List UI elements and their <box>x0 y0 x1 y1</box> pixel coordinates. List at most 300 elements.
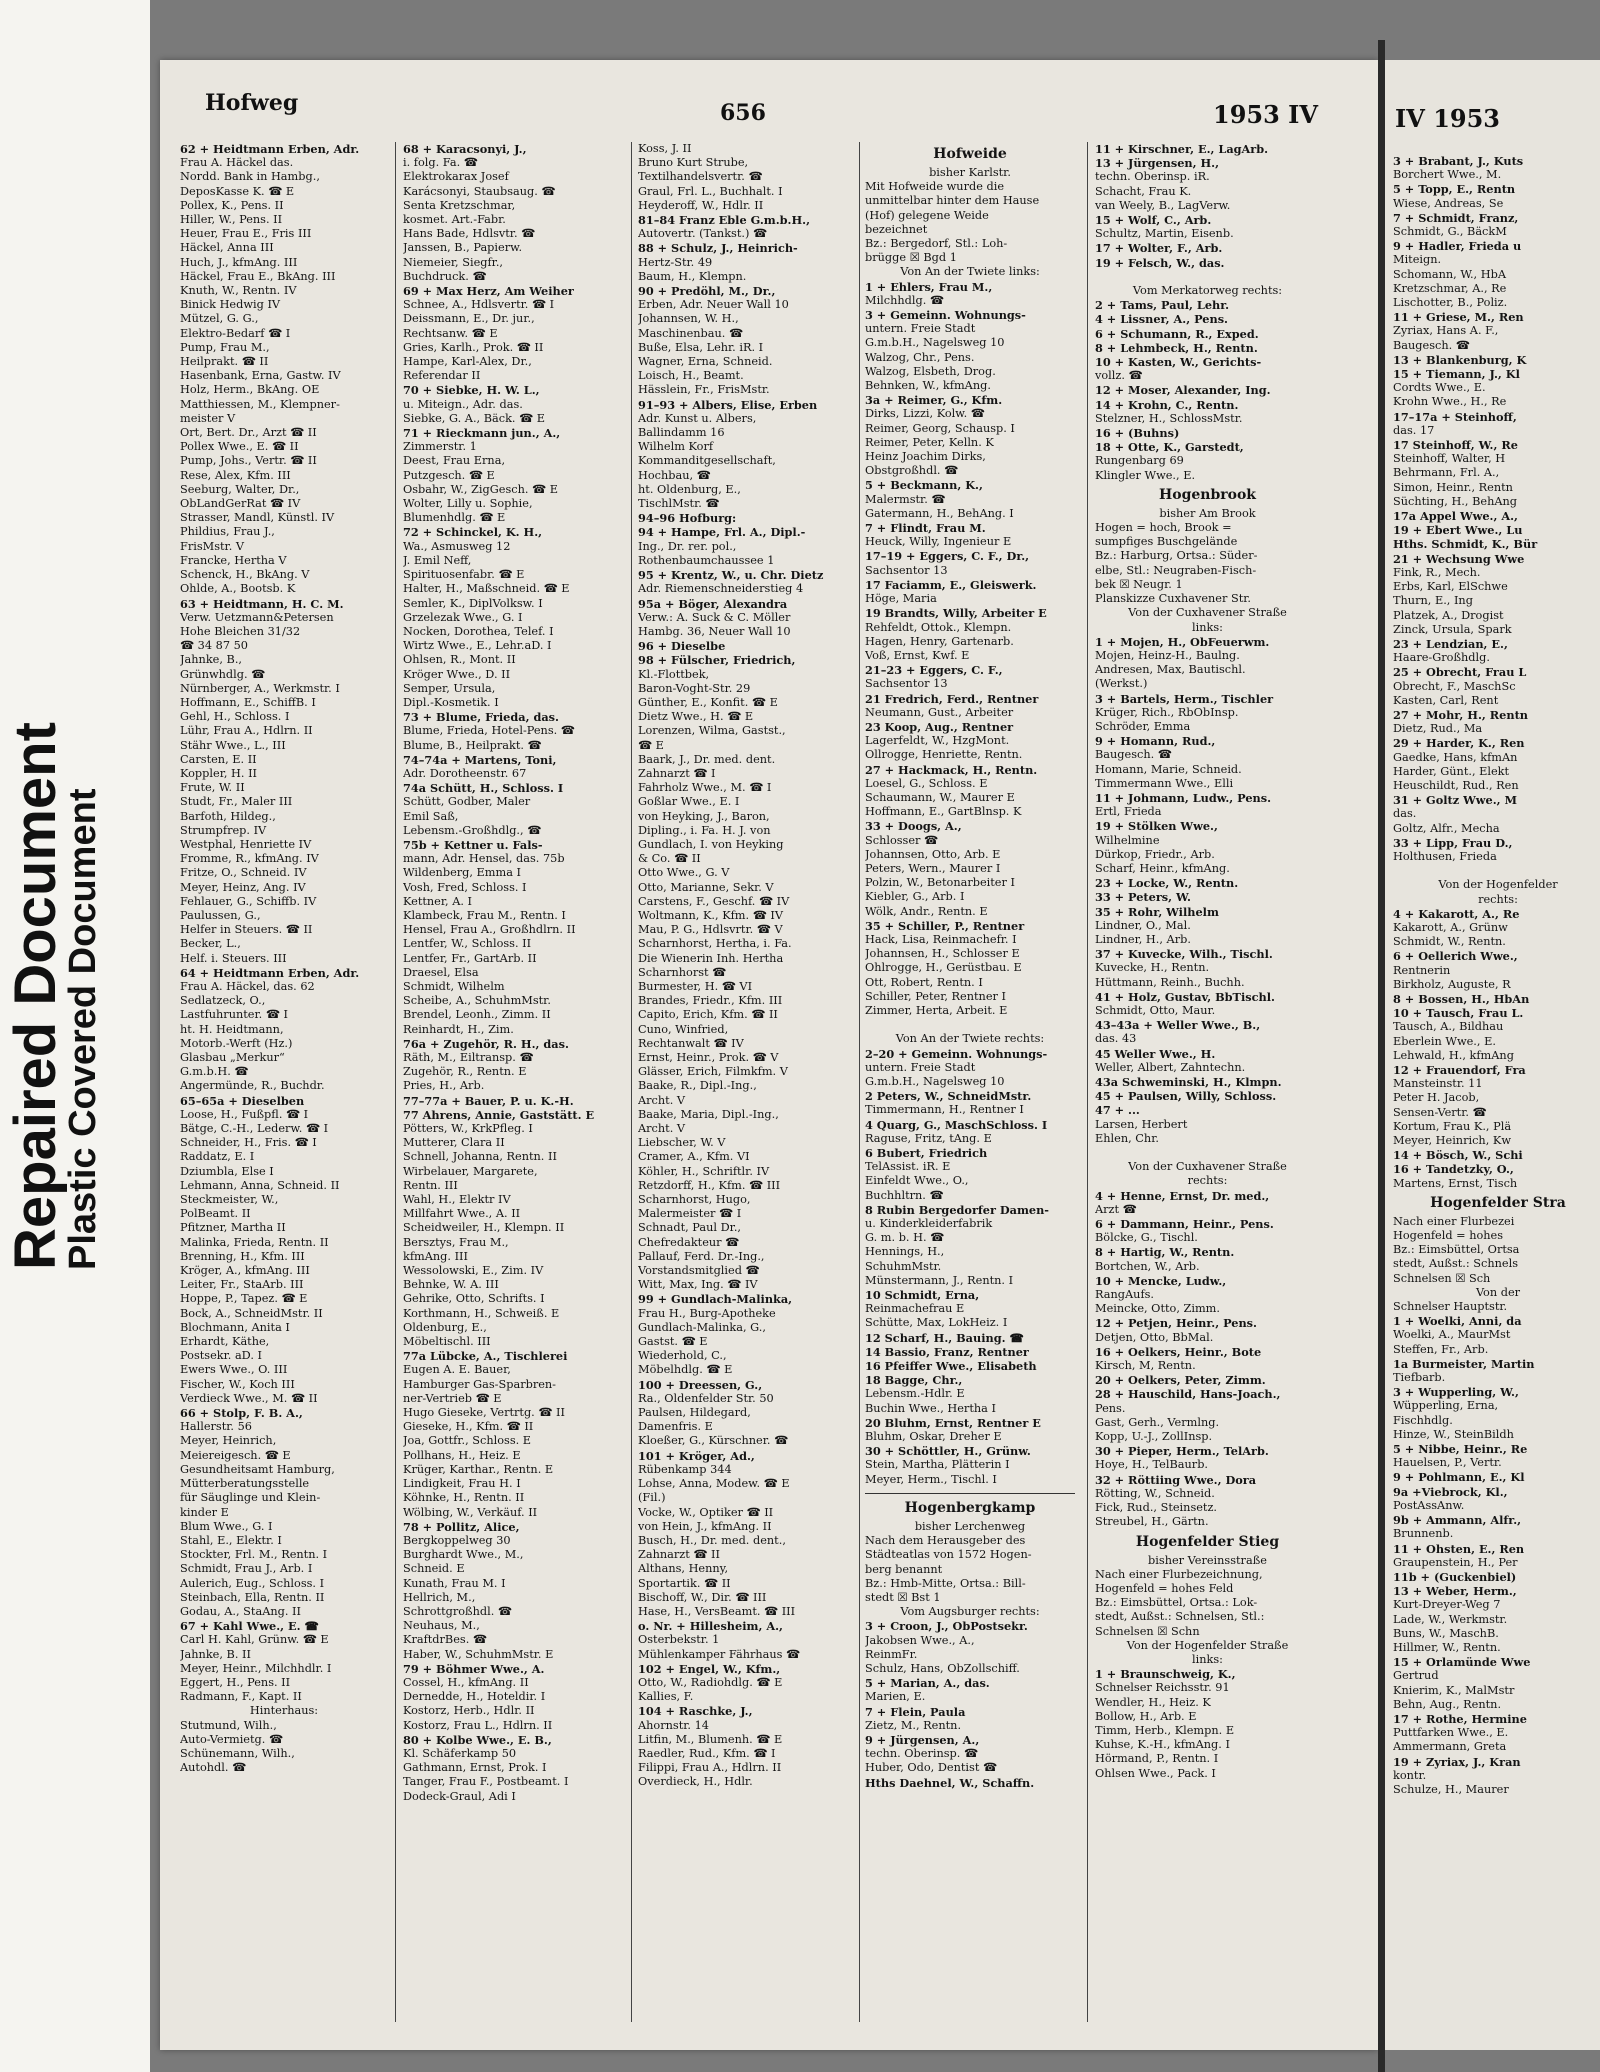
directory-entry: Mojen, Heinz-H., Baulng. <box>1095 648 1240 662</box>
directory-entry: Lebensm.-Hdlr. E <box>865 1387 965 1401</box>
directory-entry: 102 + Engel, W., Kfm., <box>638 1661 781 1676</box>
directory-entry: Pens. <box>1095 1401 1126 1415</box>
directory-entry: Wessolowski, E., Zim. IV <box>403 1264 544 1278</box>
directory-entry: links: <box>1192 1652 1223 1666</box>
directory-entry: Bollow, H., Arb. E <box>1095 1709 1197 1723</box>
directory-entry: Johannsen, Otto, Arb. E <box>865 847 1001 861</box>
directory-entry: Strasser, Mandl, Künstl. IV <box>180 511 335 525</box>
directory-entry: Schneid. E <box>403 1562 465 1576</box>
directory-entry: Zahnarzt ☎ II <box>638 1548 720 1562</box>
directory-entry: 95a + Böger, Alexandra <box>638 596 788 611</box>
directory-entry: 7 + Flein, Paula <box>865 1704 966 1719</box>
directory-entry: Baake, Maria, Dipl.-Ing., <box>638 1107 779 1121</box>
directory-entry: Matthiessen, M., Klempner- <box>180 397 340 411</box>
directory-entry: Vom Merkatorweg rechts: <box>1132 284 1283 298</box>
directory-entry: Schmidt, G., BäckM <box>1393 225 1507 239</box>
directory-entry: 2–20 + Gemeinn. Wohnungs- <box>865 1046 1048 1061</box>
directory-entry: Wüpperling, Erna, <box>1393 1399 1499 1413</box>
directory-entry: Hinze, W., SteinBildh <box>1393 1427 1514 1441</box>
directory-entry: PostAssAnw. <box>1393 1498 1465 1512</box>
directory-entry: & Co. ☎ II <box>638 852 701 866</box>
directory-entry: Meyer, Heinrich, Kw <box>1393 1134 1511 1148</box>
directory-entry: 16 + Oelkers, Heinr., Bote <box>1095 1344 1262 1359</box>
directory-entry: stedt ☒ Bst 1 <box>865 1590 941 1604</box>
directory-entry: Kuhse, K.-H., kfmAng. I <box>1095 1738 1230 1752</box>
directory-entry: Verdieck Wwe., M. ☎ II <box>180 1391 318 1405</box>
directory-entry: Von An der Twiete links: <box>900 265 1040 279</box>
directory-entry: Schnelsen ☒ Sch <box>1393 1271 1491 1285</box>
directory-entry: ☎ E <box>638 738 664 752</box>
directory-entry: Adr. Riemenschneiderstieg 4 <box>638 582 804 596</box>
directory-entry: 74a Schütt, H., Schloss. I <box>403 781 564 796</box>
directory-entry: Birkholz, Auguste, R <box>1393 977 1511 991</box>
directory-entry: 1 + Woelki, Anni, da <box>1393 1314 1522 1329</box>
directory-entry: Rentn. III <box>403 1178 458 1192</box>
directory-entry: Schmidt, Otto, Maur. <box>1095 1003 1216 1017</box>
directory-entry: (Fil.) <box>638 1491 666 1505</box>
directory-entry: Scheidweiler, H., Klempn. II <box>403 1221 565 1235</box>
directory-entry: Lehwald, H., kfmAng <box>1393 1048 1514 1062</box>
directory-entry: Schmidt, Wilhelm <box>403 979 505 993</box>
directory-entry: Scheibe, A., SchuhmMstr. <box>403 994 551 1008</box>
directory-entry: 21 Fredrich, Ferd., Rentner <box>865 691 1039 706</box>
directory-entry: 35 + Rohr, Wilhelm <box>1095 904 1219 919</box>
directory-entry: Schomann, W., HbA <box>1393 267 1506 281</box>
directory-entry: 23 + Locke, W., Rentn. <box>1095 876 1239 891</box>
page-year-volume: 1953 IV <box>1213 100 1318 129</box>
directory-entry: 3 + Bartels, Herm., Tischler <box>1095 691 1274 706</box>
directory-entry: Lorenzen, Wilma, Gastst., <box>638 724 786 738</box>
directory-entry: 43–43a + Weller Wwe., B., <box>1095 1018 1261 1033</box>
directory-entry: 63 + Heidtmann, H. C. M. <box>180 596 344 611</box>
directory-entry: techn. Oberinsp. ☎ <box>865 1747 979 1761</box>
directory-entry: Halter, H., Maßschneid. ☎ E <box>403 582 570 596</box>
directory-entry: Dodeck-Graul, Adi I <box>403 1789 516 1803</box>
directory-entry: Litfin, M., Blumenh. ☎ E <box>638 1732 783 1746</box>
directory-entry: 10 + Tausch, Frau L. <box>1393 1006 1524 1021</box>
directory-entry: Heilprakt. ☎ II <box>180 355 269 369</box>
directory-entry: Scharnhorst, Hertha, i. Fa. <box>638 937 792 951</box>
directory-entry: unmittelbar hinter dem Hause <box>865 194 1040 208</box>
directory-entry: 11 + Ohsten, E., Ren <box>1393 1541 1525 1556</box>
directory-entry: 77–77a + Bauer, P. u. K.-H. <box>403 1093 574 1108</box>
directory-entry: Sachsentor 13 <box>865 677 948 691</box>
directory-entry: Carstens, F., Geschf. ☎ IV <box>638 894 790 908</box>
directory-entry: 11 + Griese, M., Ren <box>1393 310 1524 325</box>
directory-entry: 1 + Braunschweig, K., <box>1095 1667 1236 1682</box>
directory-entry: 23 + Lendzian, E., <box>1393 636 1508 651</box>
directory-entry: Steinhoff, Walter, H <box>1393 452 1506 466</box>
directory-entry: Frau A. Häckel das. <box>180 156 294 170</box>
directory-page <box>160 60 1378 2050</box>
directory-entry: Rentnerin <box>1393 963 1451 977</box>
directory-entry: Köhler, H., Schriftlr. IV <box>638 1164 770 1178</box>
directory-entry: Ahornstr. 14 <box>638 1718 709 1732</box>
directory-entry: Osterbekstr. 1 <box>638 1633 720 1647</box>
directory-entry: Janssen, B., Papierw. <box>403 241 523 255</box>
directory-entry: Städteatlas von 1572 Hogen- <box>865 1548 1032 1562</box>
directory-entry: Schnell, Johanna, Rentn. II <box>403 1150 557 1164</box>
directory-entry: Carsten, E. II <box>180 752 257 766</box>
directory-entry: Otto Wwe., G. V <box>638 866 730 880</box>
directory-entry: 2 + Tams, Paul, Lehr. <box>1095 298 1230 313</box>
directory-entry: 8 + Bossen, H., HbAn <box>1393 991 1530 1006</box>
directory-entry: 16 + (Buhns) <box>1095 426 1180 441</box>
directory-entry: Gathmann, Ernst, Prok. I <box>403 1761 547 1775</box>
directory-entry: Mühlenkamper Fährhaus ☎ <box>638 1647 801 1661</box>
directory-entry: Autohdl. ☎ <box>180 1761 247 1775</box>
directory-entry: 9 + Pohlmann, E., Kl <box>1393 1470 1525 1485</box>
directory-entry: 99 + Gundlach-Malinka, <box>638 1292 793 1307</box>
directory-entry: Brenning, H., Kfm. III <box>180 1249 305 1263</box>
directory-entry: 12 + Petjen, Heinr., Pens. <box>1095 1316 1257 1331</box>
directory-entry: Hinterhaus: <box>249 1704 319 1718</box>
directory-entry: Semper, Ursula, <box>403 681 496 695</box>
directory-entry: 9 + Hadler, Frieda u <box>1393 239 1522 254</box>
directory-entry: Burghardt Wwe., M., <box>403 1548 524 1562</box>
directory-entry: 4 + Kakarott, A., Re <box>1393 906 1520 921</box>
street-heading: Hogenfelder Stieg <box>1135 1533 1280 1550</box>
directory-entry: Textilhandelsvertr. ☎ <box>638 170 763 184</box>
directory-entry: Wölk, Andr., Rentn. E <box>865 904 988 918</box>
directory-entry: Krohn Wwe., H., Re <box>1393 395 1507 409</box>
directory-entry: Studt, Fr., Maler III <box>180 795 293 809</box>
directory-entry: Kirsch, M, Rentn. <box>1095 1359 1196 1373</box>
directory-entry: Fromme, R., kfmAng. IV <box>180 852 319 866</box>
directory-entry: 81–84 Franz Eble G.m.b.H., <box>638 213 811 228</box>
directory-entry: Schröder, Emma <box>1095 719 1191 733</box>
directory-entry: Lindner, O., Mal. <box>1095 918 1191 932</box>
directory-entry: Ollrogge, Henriette, Rentn. <box>865 748 1023 762</box>
directory-entry: Behnken, W., kfmAng. <box>865 379 991 393</box>
directory-entry: Lastfuhrunter. ☎ I <box>180 1008 288 1022</box>
directory-entry: Zyriax, Hans A. F., <box>1393 324 1499 338</box>
directory-entry: Schütte, Max, LokHeiz. I <box>865 1316 1008 1330</box>
directory-entry: Cramer, A., Kfm. VI <box>638 1150 750 1164</box>
directory-entry: Eugen A. E. Bauer, <box>403 1363 511 1377</box>
directory-entry: Hässlein, Fr., FrisMstr. <box>638 383 770 397</box>
directory-entry: Reinhardt, H., Zim. <box>403 1022 514 1036</box>
directory-entry: Vom Augsburger rechts: <box>900 1605 1040 1619</box>
directory-entry: 10 + Mencke, Ludw., <box>1095 1273 1227 1288</box>
directory-entry: Dietz Wwe., H. ☎ E <box>638 710 754 724</box>
directory-entry: 19 + Felsch, W., das. <box>1095 255 1225 270</box>
directory-entry: Glasbau „Merkur“ <box>180 1051 285 1064</box>
directory-entry: Scharnhorst, Hugo, <box>638 1193 751 1207</box>
directory-entry: 9b + Ammann, Alfr., <box>1393 1513 1522 1528</box>
directory-entry: Leiter, Fr., StaArb. III <box>180 1278 304 1292</box>
directory-entry: Kopp, U.-J., ZollInsp. <box>1095 1430 1213 1444</box>
directory-entry: 27 + Hackmack, H., Rentn. <box>865 762 1038 777</box>
directory-entry: bek ☒ Neugr. 1 <box>1095 577 1183 591</box>
directory-entry: Blumenhdlg. ☎ E <box>403 511 506 525</box>
directory-entry: Von der Hogenfelder <box>1438 878 1558 892</box>
directory-entry: van Weely, B., LagVerw. <box>1095 198 1231 212</box>
directory-entry: Dietz, Rud., Ma <box>1393 722 1483 736</box>
directory-entry: 14 Bassio, Franz, Rentner <box>865 1344 1029 1359</box>
directory-entry: Kunath, Frau M. I <box>403 1576 506 1590</box>
directory-entry: DeposKasse K. ☎ E <box>180 184 295 198</box>
directory-entry: bezeichnet <box>865 222 928 236</box>
directory-entry: Rübenkamp 344 <box>638 1462 732 1476</box>
directory-entry: Blum Wwe., G. I <box>180 1519 273 1533</box>
directory-entry: u. Miteign., Adr. das. <box>403 397 523 411</box>
directory-entry: Holz, Herm., BkAng. OE <box>180 383 320 397</box>
directory-entry: 91–93 + Albers, Elise, Erben <box>638 397 818 412</box>
directory-entry: Timmermann, H., Rentner I <box>865 1103 1024 1117</box>
directory-entry: Paulussen, G., <box>180 908 261 922</box>
directory-entry: Meiereigesch. ☎ E <box>180 1448 291 1462</box>
directory-entry: Nach einer Flurbezeichnung, <box>1095 1567 1263 1581</box>
directory-entry: Simon, Heinr., Rentn <box>1393 480 1513 494</box>
directory-entry: Obrecht, F., MaschSc <box>1393 679 1516 693</box>
directory-entry: u. Kinderkleiderfabrik <box>865 1217 993 1231</box>
directory-entry: 80 + Kolbe Wwe., E. B., <box>403 1732 552 1747</box>
directory-entry: Planskizze Cuxhavener Str. <box>1095 592 1252 606</box>
directory-entry: Senta Kretzschmar, <box>403 198 516 212</box>
directory-entry: Kurt-Dreyer-Weg 7 <box>1393 1598 1501 1612</box>
directory-entry: Reimer, Peter, Kelln. K <box>865 435 994 449</box>
directory-entry: Malermstr. ☎ <box>865 492 946 506</box>
directory-entry: Zietz, M., Rentn. <box>865 1718 962 1732</box>
scan-margin-strip <box>0 0 150 2072</box>
directory-entry: Mützel, G. G., <box>180 312 259 326</box>
directory-entry: Karácsonyi, Staubsaug. ☎ <box>403 184 556 198</box>
directory-entry: 17 + Rothe, Hermine <box>1393 1711 1527 1726</box>
directory-entry: G.m.b.H., Nagelsweg 10 <box>865 336 1005 350</box>
directory-entry: Schiller, Peter, Rentner I <box>865 989 1006 1003</box>
directory-entry: Radmann, F., Kapt. II <box>180 1690 302 1704</box>
directory-entry: Paulsen, Hildegard, <box>638 1406 751 1420</box>
directory-entry: Hamburger Gas-Sparbren- <box>403 1377 557 1391</box>
directory-entry: Kl. Schäferkamp 50 <box>403 1746 517 1760</box>
directory-entry: bisher Karlstr. <box>929 166 1011 179</box>
directory-entry: ht. Oldenburg, E., <box>638 482 741 496</box>
directory-entry: Schnelsen ☒ Schn <box>1095 1624 1200 1638</box>
directory-entry: 1a Burmeister, Martin <box>1393 1356 1535 1371</box>
directory-entry: 8 Rubin Bergedorfer Damen- <box>865 1202 1049 1217</box>
directory-entry: 66 + Stolp, F. B. A., <box>180 1406 303 1421</box>
directory-entry: Grzelezak Wwe., G. I <box>403 610 523 624</box>
directory-entry: 79 + Böhmer Wwe., A. <box>403 1661 545 1676</box>
directory-entry: Verw. Uetzmann&Petersen <box>180 610 334 624</box>
directory-entry: Ing., Dr. rer. pol., <box>638 539 737 553</box>
directory-entry: Bz.: Harburg, Ortsa.: Süder- <box>1095 549 1258 563</box>
directory-entry: Neuhaus, M., <box>403 1619 480 1633</box>
directory-entry: 78 + Pollitz, Alice, <box>403 1519 520 1534</box>
directory-entry: Ertl, Frieda <box>1095 805 1162 819</box>
directory-entry: Schaumann, W., Maurer E <box>865 790 1015 804</box>
directory-entry: Buchdruck. ☎ <box>403 269 487 283</box>
directory-entry: Heuschildt, Rud., Ren <box>1393 778 1519 792</box>
directory-entry: 5 + Topp, E., Rentn <box>1393 182 1516 197</box>
directory-entry: Goltz, Alfr., Mecha <box>1393 821 1500 835</box>
directory-entry: Behrmann, Frl. A., <box>1393 466 1500 480</box>
directory-entry: Kortum, Frau K., Plä <box>1393 1119 1512 1133</box>
directory-entry: Emil Saß, <box>403 809 459 823</box>
street-heading: Hogenbergkamp <box>904 1499 1036 1516</box>
directory-entry: Kiebler, G., Arb. I <box>865 890 965 904</box>
directory-entry: Hths. Schmidt, K., Bür <box>1393 537 1538 552</box>
directory-entry: Wilhelm Korf <box>638 440 714 454</box>
directory-entry: Erbs, Karl, ElSchwe <box>1393 580 1508 594</box>
directory-entry: Räth, M., Eiltransp. ☎ <box>403 1051 534 1064</box>
directory-entry: Andresen, Max, Bautischl. <box>1095 663 1246 677</box>
directory-entry: Ballindamm 16 <box>638 426 725 440</box>
directory-entry: Möbelhdlg. ☎ E <box>638 1363 733 1377</box>
directory-entry: Korthmann, H., Schweiß. E <box>403 1306 560 1320</box>
directory-entry: Hagen, Henry, Gartenarb. <box>865 634 1014 648</box>
directory-entry: o. Nr. + Hillesheim, A., <box>638 1619 783 1634</box>
directory-entry: Häckel, Anna III <box>180 241 274 255</box>
directory-entry: Tausch, A., Bildhau <box>1393 1020 1504 1034</box>
directory-entry: Cossel, H., kfmAng. II <box>403 1675 529 1689</box>
directory-entry: Hogenfeld = hohes Feld <box>1095 1581 1234 1595</box>
column-divider <box>1087 142 1088 2022</box>
directory-entry: Draesel, Elsa <box>403 965 479 979</box>
directory-entry: 11 + Johmann, Ludw., Pens. <box>1095 790 1272 805</box>
directory-entry: das. 17 <box>1393 423 1435 437</box>
directory-entry <box>1393 864 1600 878</box>
directory-entry: 13 + Jürgensen, H., <box>1095 156 1220 171</box>
directory-entry: 4 + Lissner, A., Pens. <box>1095 312 1228 327</box>
directory-entry: Derneddе, H., Hoteldir. I <box>403 1690 546 1704</box>
directory-entry: Peters, Wern., Maurer I <box>865 861 1001 875</box>
directory-entry: Stutmund, Wilh., <box>180 1718 277 1732</box>
directory-entry: Schünemann, Wilh., <box>180 1746 295 1760</box>
directory-entry: Haare-Großhdlg. <box>1393 651 1490 665</box>
directory-entry: 8 + Lehmbeck, H., Rentn. <box>1095 340 1258 355</box>
directory-entry: KraftdrBes. ☎ <box>403 1633 487 1647</box>
directory-entry: Blume, Frieda, Hotel-Pens. ☎ <box>403 724 575 738</box>
directory-entry: Walzog, Chr., Pens. <box>865 350 975 364</box>
directory-entry: 19 + Ebert Wwe., Lu <box>1393 523 1523 538</box>
directory-entry: 37 + Kuvecke, Wilh., Tischl. <box>1095 947 1273 962</box>
directory-entry: Bischoff, W., Dir. ☎ III <box>638 1590 767 1604</box>
directory-entry: bisher Vereinsstraße <box>1148 1553 1267 1567</box>
directory-entry: Einfeldt Wwe., O., <box>865 1174 969 1188</box>
directory-entry: 19 Brandts, Willy, Arbeiter E <box>865 606 1047 621</box>
directory-entry: G. m. b. H. ☎ <box>865 1231 945 1245</box>
directory-entry: Hertz-Str. 49 <box>638 255 713 269</box>
next-page-edge <box>1385 60 1600 2050</box>
directory-entry: Bz.: Bergedorf, Stl.: Loh- <box>865 237 1008 251</box>
directory-entry: Sachsentor 13 <box>865 563 948 577</box>
directory-entry: Brendel, Leonh., Zimm. II <box>403 1008 551 1022</box>
directory-entry: Raguse, Fritz, tAng. E <box>865 1131 992 1145</box>
directory-entry: 18 + Otte, K., Garstedt, <box>1095 440 1244 455</box>
directory-entry: Baugesch. ☎ <box>1393 338 1470 352</box>
next-page-year-volume: IV 1953 <box>1395 104 1500 133</box>
directory-entry: Eberlein Wwe., E. <box>1393 1034 1496 1048</box>
directory-entry: Hüttmann, Reinh., Buchh. <box>1095 975 1245 989</box>
directory-entry: 4 + Henne, Ernst, Dr. med., <box>1095 1188 1270 1203</box>
directory-entry: 9a +Viebrock, Kl., <box>1393 1484 1508 1499</box>
directory-entry: Malinka, Frieda, Rentn. II <box>180 1235 329 1249</box>
column-2 <box>403 142 625 1804</box>
directory-entry: Nocken, Dorothea, Telef. I <box>403 624 554 638</box>
directory-entry: Deissmann, E., Dr. jur., <box>403 312 535 326</box>
directory-entry: 27 + Mohr, H., Rentn <box>1393 707 1528 722</box>
directory-entry: 64 + Heidtmann Erben, Adr. <box>180 965 360 980</box>
directory-entry: Schrottgroßhdl. ☎ <box>403 1604 512 1618</box>
directory-entry: elbe, Stl.: Neugraben-Fisch- <box>1095 563 1257 577</box>
directory-entry: Loose, H., Fußpfl. ☎ I <box>180 1107 309 1121</box>
directory-entry: Frau A. Häckel, das. 62 <box>180 979 315 993</box>
directory-entry: Fritze, O., Schneid. IV <box>180 866 307 880</box>
directory-entry: Schmidt, W., Rentn. <box>1393 935 1506 949</box>
street-heading: Hogenfelder Stra <box>1430 1194 1566 1211</box>
directory-entry: 3 + Brabant, J., Kuts <box>1393 154 1524 168</box>
directory-entry: Oldenburg, E., <box>403 1320 487 1334</box>
directory-entry: Baron-Voght-Str. 29 <box>638 681 751 695</box>
directory-entry: Von An der Twiete rechts: <box>895 1032 1045 1046</box>
directory-entry: rechts: <box>1187 1174 1228 1188</box>
directory-entry: Nach dem Herausgeber des <box>865 1534 1026 1548</box>
column-divider <box>395 142 396 2022</box>
directory-entry: Martens, Ernst, Tisch <box>1393 1176 1518 1190</box>
directory-entry: Fehlauer, G., Schiffb. IV <box>180 894 317 908</box>
directory-entry: Erben, Adr. Neuer Wall 10 <box>638 298 789 312</box>
directory-entry: Lehmann, Anna, Schneid. II <box>180 1178 340 1192</box>
directory-entry: Kakarott, A., Grünw <box>1393 920 1508 934</box>
directory-entry: Baugesch. ☎ <box>1095 748 1172 762</box>
directory-entry: 14 + Bösch, W., Schi <box>1393 1148 1523 1163</box>
directory-entry: Wolter, Lilly u. Sophie, <box>403 497 533 511</box>
directory-entry: Reinmachefrau E <box>865 1302 965 1316</box>
directory-entry: Peter H. Jacob, <box>1393 1091 1480 1105</box>
directory-entry: Gastst. ☎ E <box>638 1335 708 1349</box>
page-number: 656 <box>720 100 766 126</box>
directory-entry: Rechtsanw. ☎ E <box>403 326 498 340</box>
directory-entry: ReinmFr. <box>865 1647 918 1661</box>
directory-entry: Mansteinstr. 11 <box>1393 1077 1483 1091</box>
directory-entry: Ohlrogge, H., Gerüstbau. E <box>865 961 1022 975</box>
directory-entry: Hohe Bleichen 31/32 <box>180 624 301 638</box>
directory-entry: Ernst, Heinr., Prok. ☎ V <box>638 1051 779 1064</box>
directory-entry: Helf. i. Steuers. III <box>180 951 287 965</box>
directory-entry: 8 + Hartig, W., Rentn. <box>1095 1245 1235 1260</box>
directory-entry: Lohse, Anna, Modew. ☎ E <box>638 1477 790 1491</box>
directory-entry: 94–96 Hofburg: <box>638 511 737 526</box>
directory-entry: Kallies, F. <box>638 1690 694 1704</box>
section-rule <box>865 1493 1075 1494</box>
directory-entry: Lischotter, B., Poliz. <box>1393 296 1508 310</box>
directory-entry: Dipling., i. Fa. H. J. von <box>638 823 771 837</box>
directory-entry: 17 + Wolter, F., Arb. <box>1095 241 1223 256</box>
directory-entry: 96 + Dieselbe <box>638 639 726 654</box>
directory-entry: i. folg. Fa. ☎ <box>403 156 478 170</box>
directory-entry: 77a Lübcke, A., Tischlerei <box>403 1349 568 1364</box>
directory-entry: Frau H., Burg-Apotheke <box>638 1306 776 1320</box>
directory-entry: Wirtz Wwe., E., Lehr.aD. I <box>403 639 552 653</box>
directory-entry: Busch, H., Dr. med. dent., <box>638 1533 786 1547</box>
directory-entry: Lebensm.-Großhdlg., ☎ <box>403 823 542 837</box>
directory-entry: Gundlach, I. von Heyking <box>638 837 784 851</box>
directory-entry: Süchting, H., BehAng <box>1393 494 1518 508</box>
directory-entry: Tiefbarb. <box>1393 1371 1446 1385</box>
directory-entry: 32 + Röttiing Wwe., Dora <box>1095 1472 1257 1487</box>
directory-entry: Ohlsen Wwe., Pack. I <box>1095 1766 1216 1780</box>
directory-entry: J. Emil Neff, <box>403 553 472 567</box>
directory-entry: Timm, Herb., Klempn. E <box>1095 1723 1235 1737</box>
directory-entry: Wa., Asmusweg 12 <box>403 539 511 553</box>
directory-entry: von Heyking, J., Baron, <box>638 809 770 823</box>
directory-entry: Weller, Albert, Zahntechn. <box>1095 1060 1246 1074</box>
side-label-repaired: Repaired Document <box>3 722 68 1270</box>
directory-entry: brügge ☒ Bgd 1 <box>865 251 957 265</box>
directory-entry: Pallauf, Ferd. Dr.-Ing., <box>638 1249 765 1263</box>
